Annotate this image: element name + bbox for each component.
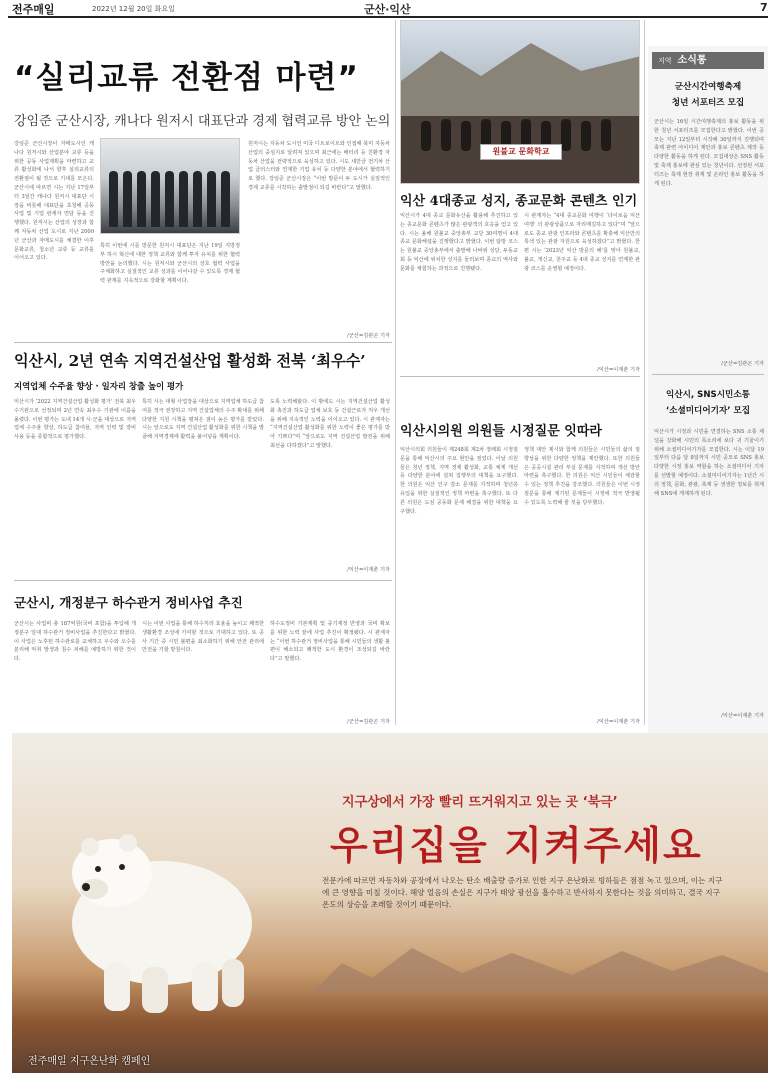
religion-byline: /익산=이재춘 기자	[597, 367, 640, 373]
lead-col-2: 특히 이번에 시를 방문한 원저시 대표단은 지난 19일 지방정부 하시 혁신에 대한 정책 교류와 함께 투자 유치를 위한 협력 방안을 논의했다. 시는 원저시와 군산시의 상호 협력 사업을 구체화하고 실질적인 교류 성과를 이어나갈 수 있도록 경제 협력 관계를 지속적으로 강화할 계획이다.	[100, 243, 240, 285]
lead-col-3: 원저시는 자동차 도시인 미국 디트로이트와 인접해 북미 자동차 산업의 중심지로 알려져 있으며 최근에는 배터리 등 친환경 자동차 산업을 전략적으로 육성하고 있다. 시도 새만금 전기차 산업 클러스터와 연계한 기업 유치 등 다양한 분야에서 협력하기로 했다. 강임준 군산시장은 “이번 방문이 두 도시가 실질적인 경제 교류를 시작하는 출발점이 되길 바란다”고 말했다.	[248, 141, 390, 191]
construction-byline: /익산=이재춘 기자	[347, 567, 390, 573]
photo-banner: 원불교 문화학교	[480, 144, 562, 160]
section-title: 군산·익산	[364, 3, 411, 16]
assembly-byline: /익산=이재춘 기자	[597, 719, 640, 725]
sidebar-item1-sub: 청년 서포터즈 모집	[671, 98, 745, 108]
ad-title: 우리집을 지켜주세요	[330, 824, 703, 869]
construction-col-1: 익산시가 ‘2022 지역건설산업 활성화 평가’ 전북 최우수기관으로 선정되며 2년 연속 최우수 기관에 이름을 올렸다. 이번 평가는 도내 14개 시·군을 대상으로 지역업체 수주율 향상, 하도급 참여율, 지역 인력 및 장비 사용 등을 종합적으로 평가했다.	[14, 399, 136, 441]
sidebar-tag	[652, 52, 764, 69]
issue-date: 2022년 12월 20일 화요일	[92, 5, 175, 13]
lead-photo	[100, 138, 240, 234]
ad-body: 전문가에 따르면 자동차와 공장에서 나오는 탄소 배출량 증가로 인한 지구 온난화로 빙하들은 점점 녹고 있으며, 이는 지구에 큰 영향을 미칠 것이다. 해양 얼음의 손실은 지구가 태양 광선을 흡수하고 반사하지 못한다는 것을 의미하고, 결국 지구 온도의 상승을 초래할 것이기 때문이다.	[322, 876, 723, 909]
religion-title: 익산 4대종교 성지, 종교문화 콘텐츠 인기	[400, 194, 638, 209]
assembly-col-2: 정책 대안 제시와 함께 의원들은 시민들의 삶의 질 향상을 위한 다양한 정책을 제안했다. 또한 의원들은 공공시설 관리 부실 문제를 지적하며 개선 방안 마련을 촉구했다. 한 의원은 익산 시민들이 체감할 수 있는 정책 추진을 강조했다. 의원들은 이번 시정질문을 통해 제기된 문제들이 시정에 적극 반영될 수 있도록 노력해 줄 것을 당부했다.	[524, 447, 640, 506]
sewer-col-1: 군산시는 사업비 총 187억원(국비 포함)을 투입해 개정분구 일대 하수관거 정비사업을 추진한다고 밝혔다. 이 사업은 노후된 하수관로를 교체하고 우수와 오수를 분리해 악취 발생과 침수 피해를 예방하기 위한 것이다.	[14, 621, 136, 663]
sidebar-item2-byline: /익산=이재춘 기자	[721, 713, 764, 719]
ad-subtitle: 지구상에서 가장 빨리 뜨거워지고 있는 곳 ‘북극’	[342, 795, 618, 810]
construction-col-2: 특히 시는 대형 사업장을 대상으로 지역업체 하도급 참여를 적극 권장하고 지역 건설업체의 수주 확대를 위해 다양한 지원 시책을 펼쳐온 점이 높은 평가를 받았다. 시는 앞으로도 지역 건설산업 활성화를 위한 시책을 발굴해 지역경제에 활력을 불어넣을 계획이다.	[142, 399, 264, 441]
religion-col-1: 익산시가 4대 종교 문화유산을 활용해 추진하고 있는 종교문화 콘텐츠가 많은 관광객의 호응을 얻고 있다. 시는 올해 원불교 중앙총부 교당 30여명이 4대종교 문화해설을 진행했다고 밝혔다. 이번 탐방 코스는 원불교 중앙총부에서 출발해 나바위 성당, 두동교회 등 익산에 위치한 성지를 둘러보며 종교의 역사와 문화를 체험하는 과정으로 진행됐다.	[400, 213, 518, 272]
lead-subhead: 강임준 군산시장, 캐나다 원저시 대표단과 경제 협력교류 방안 논의	[14, 114, 391, 129]
lead-headline: “실리교류 전환점 마련”	[14, 60, 359, 96]
sidebar-item1-body: 군산시는 16일 시간여행축제의 홍보 활동을 위한 청년 서포터즈를 모집한다고 밝혔다. 이번 공모는 지난 12일부터 시작해 30일까지 진행되며 축제 관련 아이디어 제안과 홍보 콘텐츠 제작 등 다양한 활동을 하게 된다. 모집대상은 SNS 활동 및 축제 홍보에 관심 있는 청년이다. 선정된 서포터즈는 축제 현장 취재 및 온라인 홍보 활동을 하게 된다.	[654, 119, 764, 187]
sidebar-item2-body: 익산시가 시정과 시민을 연결하는 SNS 소통 채널을 강화해 시민의 목소리에 보다 귀 기울이기 위해 소셜미디어기자를 모집한다. 시는 이달 19일부터 다음 달 8일까지 시민 공모로 SNS 홍보 다양한 시정 홍보 역할을 하는 소셜미디어 기자를 선발할 예정이다. 소셜미디어기자는 1년간 시의 정책, 문화, 관광, 축제 등 생생한 정보를 취재해 SNS에 게재하게 된다.	[654, 429, 764, 497]
page-header	[0, 0, 776, 16]
sidebar-tag-label: 소식통	[677, 55, 707, 66]
sidebar-item1-title: 군산시간여행축제	[674, 82, 742, 92]
sewer-col-2: 시는 이번 사업을 통해 하수처리 효율을 높이고 쾌적한 생활환경 조성에 기여할 것으로 기대하고 있다. 또 공사 기간 중 시민 불편을 최소화하기 위해 안전 관리에 만전을 기할 방침이다.	[142, 621, 264, 654]
construction-subtitle: 지역업체 수주율 향상 · 일자리 창출 높이 평가	[14, 381, 184, 391]
religion-col-2: 시 관계자는 “4대 종교문화 여행이 ‘다이로움 익산여행’ 의 관광상품으로 자리매김하고 있다”며 “앞으로도 종교 관광 인프라와 콘텐츠를 확충해 익산만의 특색 있는 관광 자원으로 육성하겠다”고 밝혔다. 한편 시는 ‘2023년 익산 방문의 해’를 맞아 원불교, 불교, 개신교, 천주교 등 4대 종교 성지를 연계한 관광 코스를 운영할 예정이다.	[524, 213, 640, 272]
header-rule	[8, 16, 768, 18]
polar-bear-icon	[42, 803, 272, 1023]
assembly-title: 익산시의원 의원들 시정질문 잇따라	[400, 424, 602, 439]
construction-col-3: 도록 노력해왔다. 이 밖에도 시는 지역건설산업 활성화 촉진과 하도급 업체 보호 등 건설근로자 처우 개선을 위해 지속적인 노력을 이어오고 있다. 시 관계자는 “지역건설산업 활성화를 위한 노력이 좋은 평가를 받아 기쁘다”며 “앞으로도 지역 건설산업 발전을 위해 최선을 다하겠다”고 말했다.	[270, 399, 390, 449]
lead-col-1: 강임준 군산시장이 자매도시인 캐나다 원저시와 산업분야 교류 등을 위한 공동 사업계획을 마련하고 교류 활성화에 나서 향후 실리교류의 전환점이 될 것으로 기대를 모은다. 군산시에 따르면 시는 지난 17일부터 3일간 캐나다 원저시 대표단 시장을 비롯해 대표단을 초청해 공동 사업 및 기업 관계자 면담 등을 진행했다. 원저시는 산업의 성장과 함께 자동차 산업 도시로 지난 2000년 군산과 자매도시를 체결한 이후 문화교류, 청소년 교류 등 교류를 이어오고 있다.	[14, 141, 94, 262]
sidebar-tag-small: 지역	[658, 57, 672, 65]
page-number: 7	[760, 1, 768, 14]
masthead: 전주매일	[12, 3, 55, 16]
climate-ad	[12, 733, 768, 1073]
sidebar-item2-sub: ‘소셜미디어기자’ 모집	[665, 406, 751, 416]
assembly-col-1: 익산시의회 의원들이 제248회 제2차 정례회 시정질문을 통해 익산시의 주요 현안을 짚었다. 이날 의원들은 청년 정책, 지역 경제 활성화, 교통 체계 개선 등 다양한 분야에 걸쳐 집행부의 대책을 요구했다. 한 의원은 익산 인구 감소 문제를 지적하며 청년층 유입을 위한 실질적인 정책 마련을 촉구했다. 또 다른 의원은 도심 공동화 문제 해결을 위한 대책을 요구했다.	[400, 447, 518, 515]
lead-byline: /군산=김관곤 기자	[347, 333, 390, 339]
sidebar-item1-byline: /군산=김관곤 기자	[721, 361, 764, 367]
sewer-title: 군산시, 개정분구 하수관거 정비사업 추진	[14, 595, 243, 610]
sewer-byline: /군산=김관곤 기자	[347, 719, 390, 725]
mountain-graphic	[312, 933, 768, 993]
sidebar-item2-title: 익산시, SNS시민소통	[666, 390, 750, 400]
construction-title: 익산시, 2년 연속 지역건설산업 활성화 전북 ‘최우수’	[14, 352, 366, 370]
ad-caption: 전주매일 지구온난화 캠페인	[28, 1056, 151, 1067]
sewer-col-3: 하수도정비 기본계획 및 중기재정 반영과 국비 확보를 위한 노력 끝에 사업 추진이 확정됐다. 시 관계자는 “이번 하수관거 정비사업을 통해 시민들의 생활 불편이 해소되고 쾌적한 도시 환경이 조성되길 바란다”고 말했다.	[270, 621, 390, 663]
